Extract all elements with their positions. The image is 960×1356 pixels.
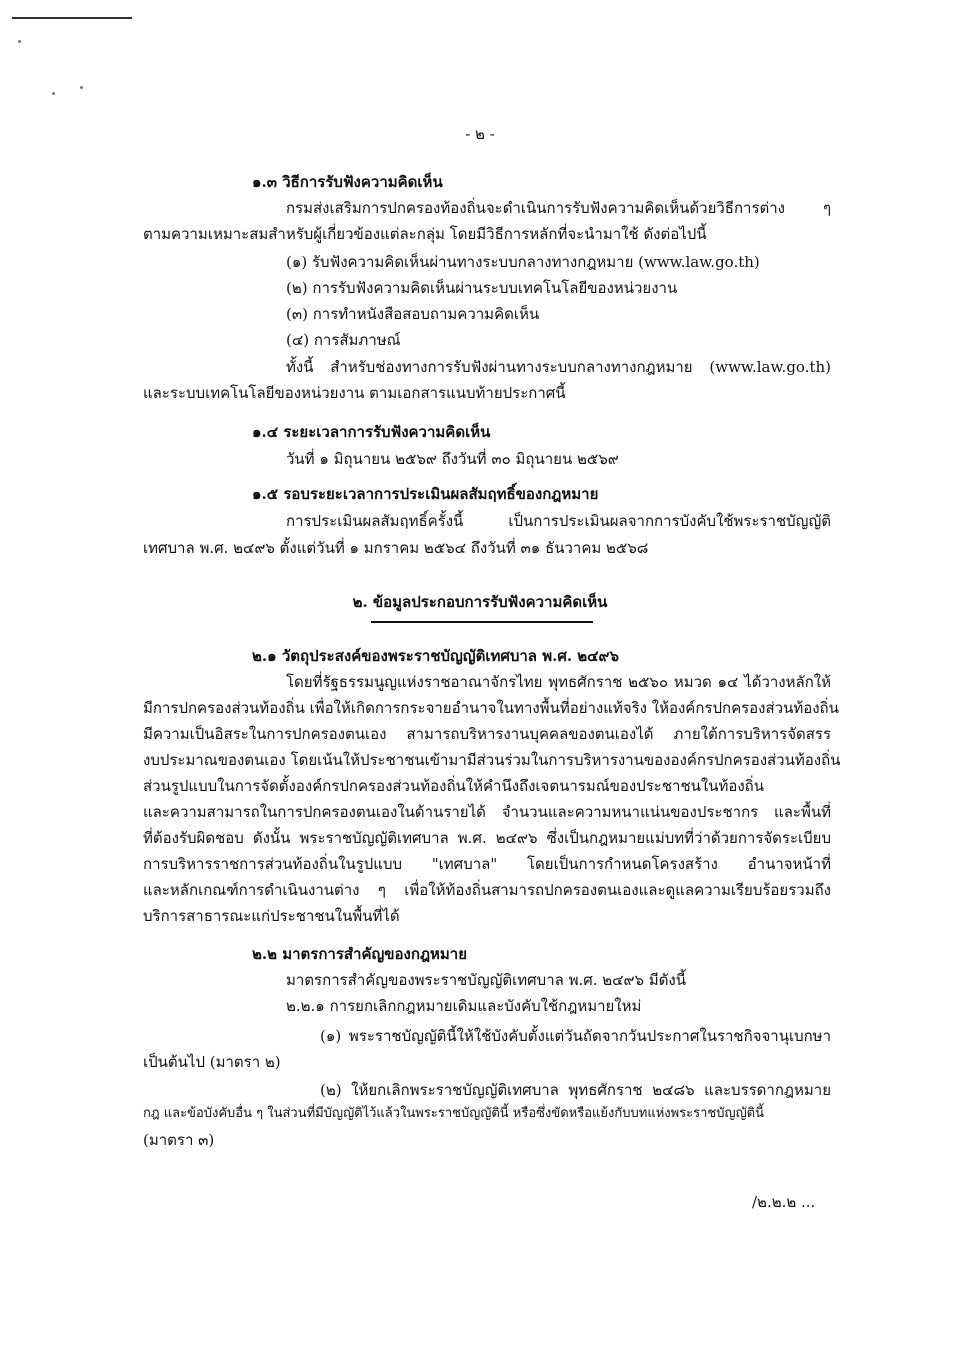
section-2-1-line-1: โดยที่รัฐธรรมนูญแห่งราชอาณาจักรไทย พุทธศักราช ๒๕๖๐ หมวด ๑๔ ได้วางหลักให้ xyxy=(286,673,831,691)
section-2-heading-underline xyxy=(371,621,593,623)
section-1-5-line1: การประเมินผลสัมฤทธิ์ครั้งนี้ เป็นการประเมินผลจากการบังคับใช้พระราชบัญญัติ xyxy=(286,512,831,530)
section-2-1-line-3: มีความเป็นอิสระในการปกครองตนเอง สามารถบริหารงานบุคคลของตนเองได้ ภายใต้การบริหารจัดสรร xyxy=(143,725,831,743)
section-1-3-item-3: (๓) การทำหนังสือสอบถามความคิดเห็น xyxy=(286,305,540,323)
section-1-3-para2-line2: และระบบเทคโนโลยีของหน่วยงาน ตามเอกสารแนบท้ายประกาศนี้ xyxy=(143,384,566,402)
section-2-1-line-4: งบประมาณของตนเอง โดยเน้นให้ประชาชนเข้ามามีส่วนร่วมในการบริหารงานขององค์กรปกครองส่วนท้องถิ่น xyxy=(143,751,841,769)
section-1-3-para2-line1: ทั้งนี้ สำหรับช่องทางการรับฟังผ่านทางระบบกลางทางกฎหมาย (www.law.go.th) xyxy=(286,358,831,376)
section-2-1-line-10: บริการสาธารณะแก่ประชาชนในพื้นที่ได้ xyxy=(143,907,400,925)
scan-speck xyxy=(80,86,83,89)
section-2-1-line-7: ที่ต้องรับผิดชอบ ดังนั้น พระราชบัญญัติเทศบาล พ.ศ. ๒๔๙๖ ซึ่งเป็นกฎหมายแม่บทที่ว่าด้วยการจัดระเบียบ xyxy=(143,829,831,847)
section-1-3-item-2: (๒) การรับฟังความคิดเห็นผ่านระบบเทคโนโลยีของหน่วยงาน xyxy=(286,279,678,297)
page-number: - ๒ - xyxy=(465,125,495,143)
section-2-heading: ๒. ข้อมูลประกอบการรับฟังความคิดเห็น xyxy=(352,593,608,611)
section-2-1-line-6: และความสามารถในการปกครองตนเองในด้านรายได้ จำนวนและความหนาแน่นของประชากร และพื้นที่ xyxy=(143,803,831,821)
section-2-1-line-2: มีการปกครองส่วนท้องถิ่น เพื่อให้เกิดการกระจายอำนาจในทางพื้นที่อย่างแท้จริง ให้องค์กรปกครองส่วนท้องถิ่น xyxy=(143,699,839,717)
section-2-2-1-item-2-line-1: (๒) ให้ยกเลิกพระราชบัญญัติเทศบาล พุทธศักราช ๒๔๘๖ และบรรดากฎหมาย xyxy=(320,1081,831,1099)
section-2-2-heading: ๒.๒ มาตรการสำคัญของกฎหมาย xyxy=(252,945,468,963)
section-1-4-body: วันที่ ๑ มิถุนายน ๒๕๖๙ ถึงวันที่ ๓๐ มิถุนายน ๒๕๖๙ xyxy=(286,450,619,468)
section-1-3-item-1: (๑) รับฟังความคิดเห็นผ่านทางระบบกลางทางกฎหมาย (www.law.go.th) xyxy=(286,253,760,271)
section-1-3-item-4: (๔) การสัมภาษณ์ xyxy=(286,331,401,349)
section-2-2-1-item-2-line-3: (มาตรา ๓) xyxy=(143,1131,215,1149)
section-2-2-1-item-1-line-1: (๑) พระราชบัญญัตินี้ให้ใช้บังคับตั้งแต่วันถัดจากวันประกาศในราชกิจจานุเบกษา xyxy=(320,1027,831,1045)
section-2-2-1-heading: ๒.๒.๑ การยกเลิกกฎหมายเดิมและบังคับใช้กฎหมายใหม่ xyxy=(286,997,642,1015)
section-1-4-heading: ๑.๔ ระยะเวลาการรับฟังความคิดเห็น xyxy=(252,423,491,441)
section-1-3-para1-line1: กรมส่งเสริมการปกครองท้องถิ่นจะดำเนินการรับฟังความคิดเห็นด้วยวิธีการต่าง ๆ xyxy=(286,199,831,217)
section-2-1-line-8: การบริหารราชการส่วนท้องถิ่นในรูปแบบ "เทศบาล" โดยเป็นการกำหนดโครงสร้าง อำนาจหน้าที่ xyxy=(143,855,831,873)
continuation-marker: /๒.๒.๒ ... xyxy=(752,1193,816,1211)
scan-speck xyxy=(18,40,21,43)
section-2-2-intro: มาตรการสำคัญของพระราชบัญญัติเทศบาล พ.ศ. ๒๔๙๖ มีดังนี้ xyxy=(286,971,687,989)
section-2-2-1-item-1-line-2: เป็นต้นไป (มาตรา ๒) xyxy=(143,1053,281,1071)
scan-artifact xyxy=(12,17,132,19)
section-1-5-line2: เทศบาล พ.ศ. ๒๔๙๖ ตั้งแต่วันที่ ๑ มกราคม ๒๕๖๔ ถึงวันที่ ๓๑ ธันวาคม ๒๕๖๘ xyxy=(143,539,649,557)
section-1-3-para1-line2: ตามความเหมาะสมสำหรับผู้เกี่ยวข้องแต่ละกลุ่ม โดยมีวิธีการหลักที่จะนำมาใช้ ดังต่อไปนี้ xyxy=(143,225,707,243)
section-2-1-line-9: และหลักเกณฑ์การดำเนินงานต่าง ๆ เพื่อให้ท้องถิ่นสามารถปกครองตนเองและดูแลความเรียบร้อยรวมถึง xyxy=(143,881,831,899)
section-2-2-1-item-2-line-2: กฎ และข้อบังคับอื่น ๆ ในส่วนที่มีบัญญัติไว้แล้วในพระราชบัญญัตินี้ หรือซึ่งขัดหรือแย้งกับบทแห่งพระราชบัญญัตินี้ xyxy=(143,1106,764,1121)
section-1-3-heading: ๑.๓ วิธีการรับฟังความคิดเห็น xyxy=(252,173,443,191)
section-1-5-heading: ๑.๕ รอบระยะเวลาการประเมินผลสัมฤทธิ์ของกฎหมาย xyxy=(252,485,599,503)
section-2-1-line-5: ส่วนรูปแบบในการจัดตั้งองค์กรปกครองส่วนท้องถิ่นให้คำนึงถึงเจตนารมณ์ของประชาชนในท้องถิ่น xyxy=(143,777,765,795)
scan-speck xyxy=(52,92,55,95)
section-2-1-heading: ๒.๑ วัตถุประสงค์ของพระราชบัญญัติเทศบาล พ.ศ. ๒๔๙๖ xyxy=(252,647,620,665)
